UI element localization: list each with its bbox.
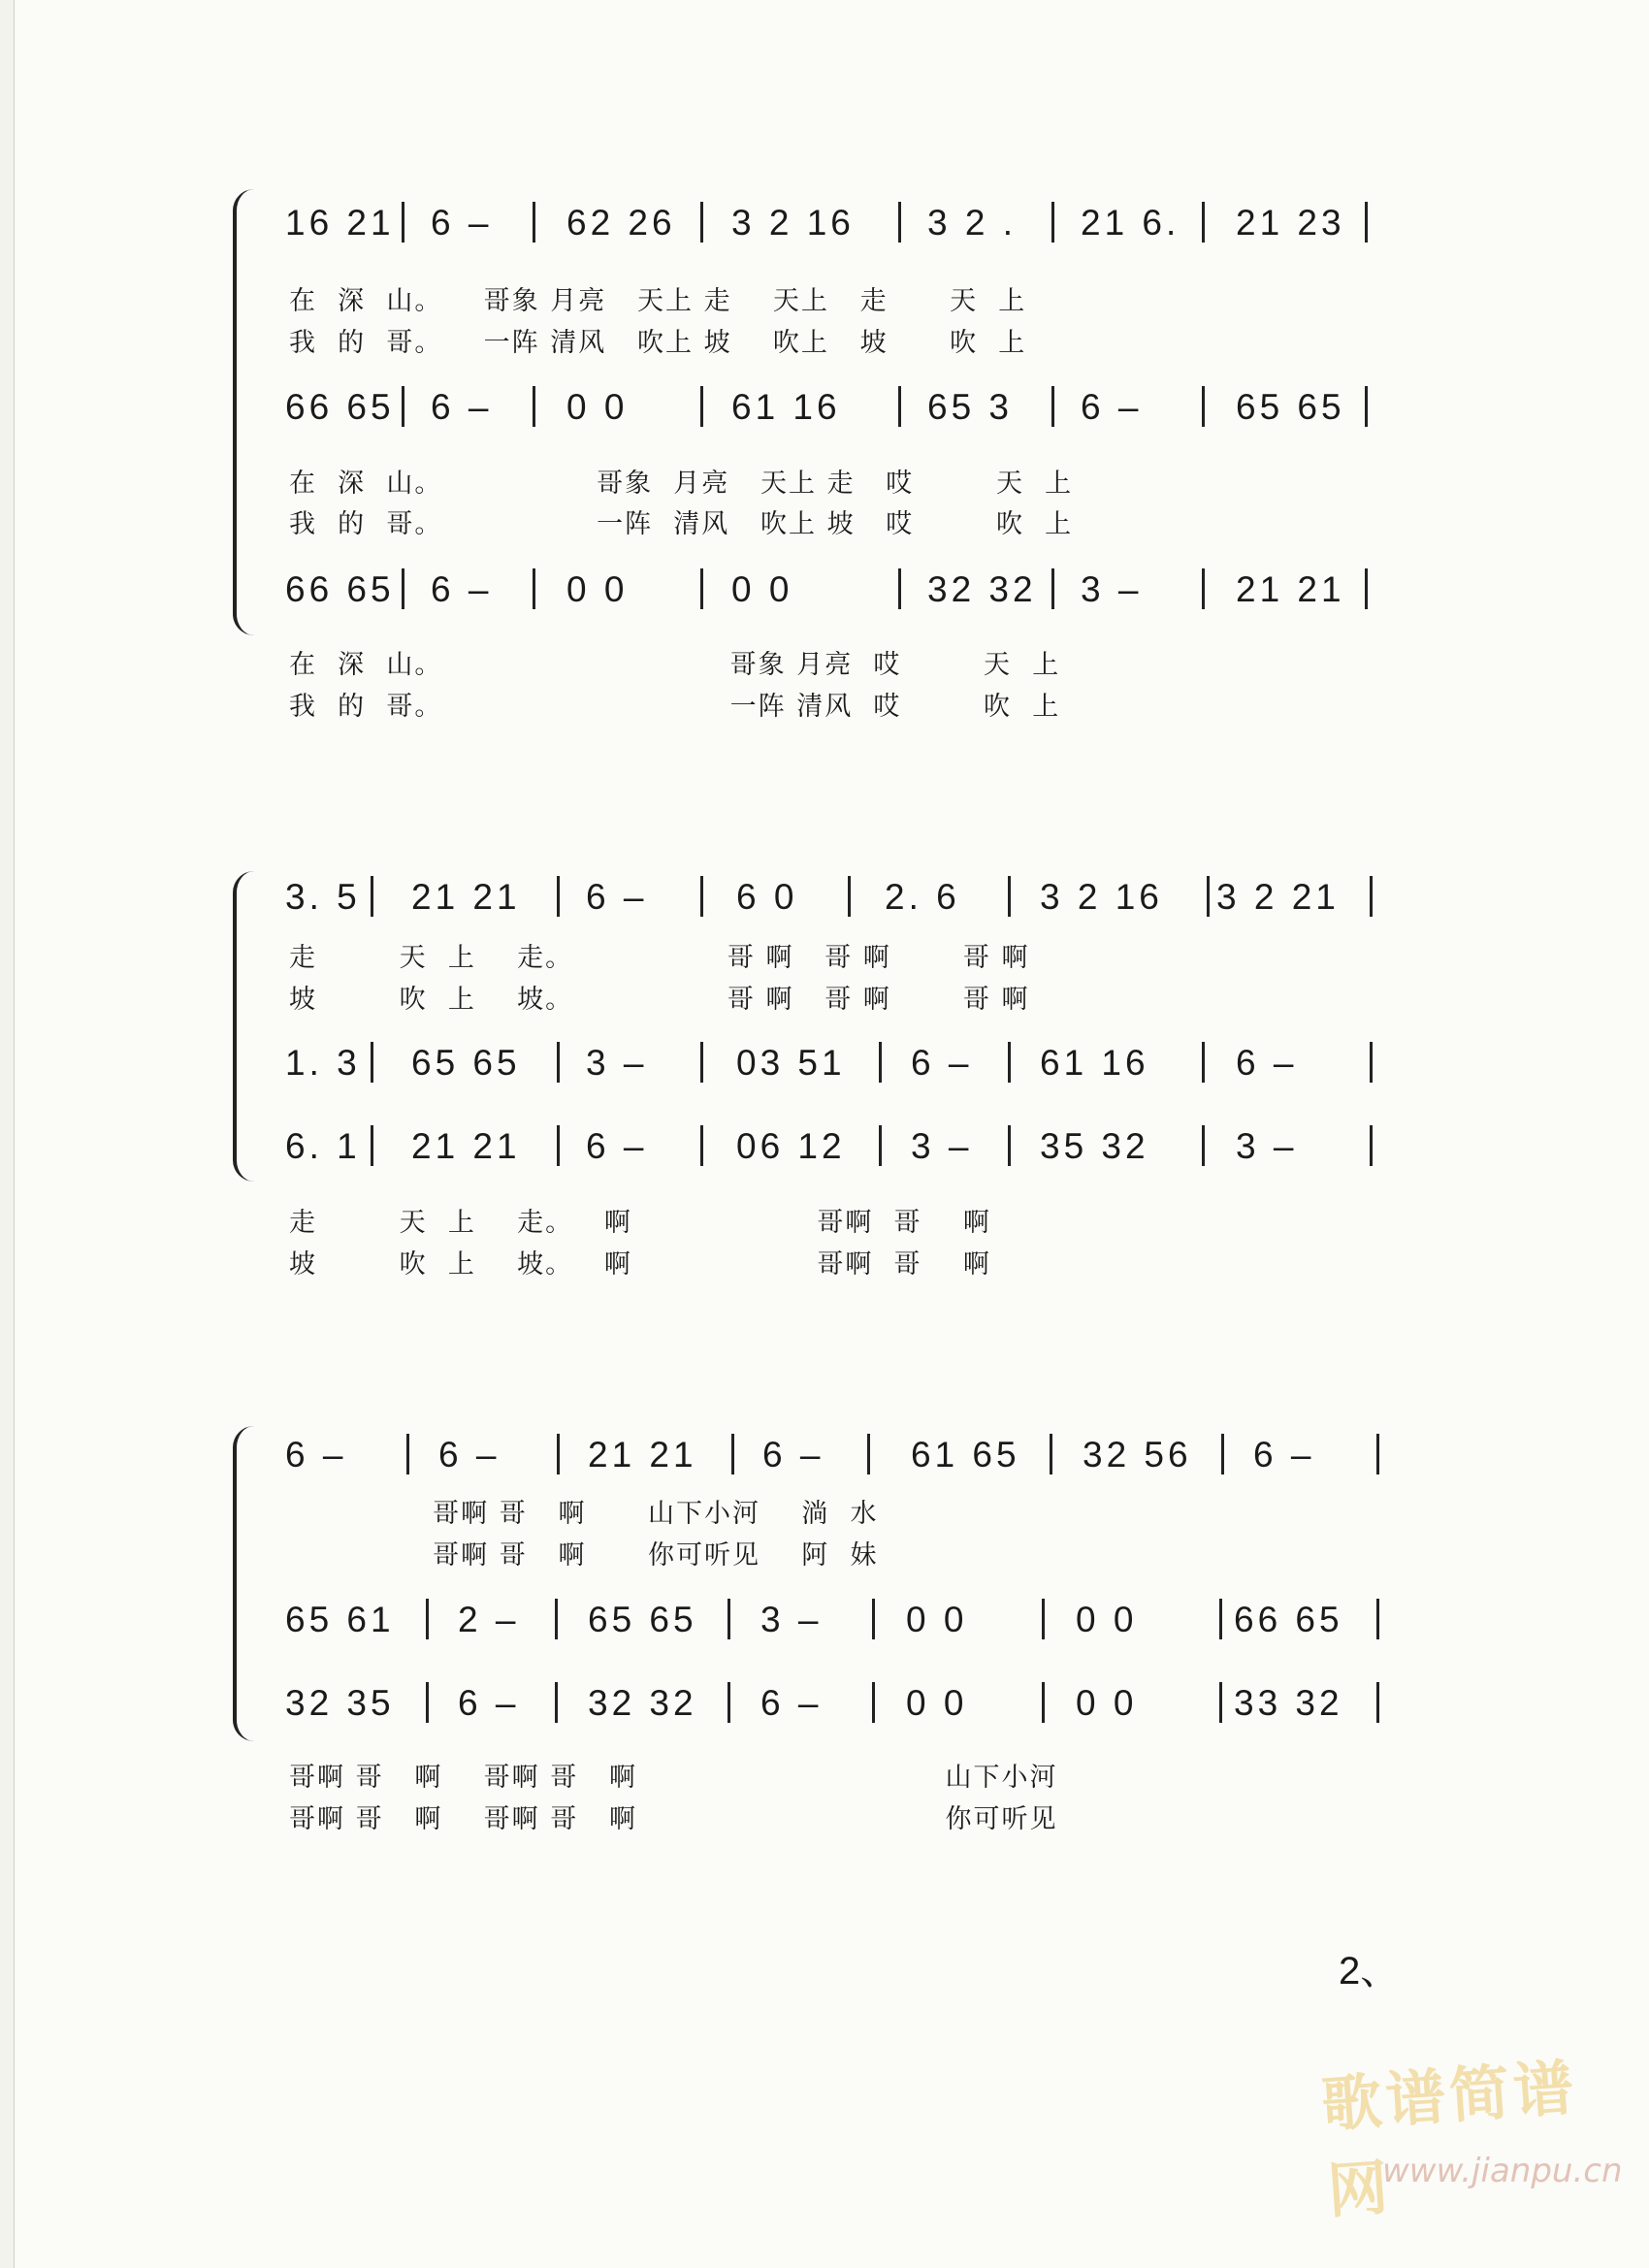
barline [1365, 386, 1368, 427]
barline [1365, 202, 1368, 243]
barline [1008, 1042, 1011, 1083]
measure: 2 – [458, 1600, 520, 1639]
measure: 6 – [586, 1126, 648, 1166]
lyric-line: 我 的 哥。 一阵 清风 哎 吹 上 [289, 692, 1061, 722]
measure: 1. 3 [285, 1043, 361, 1083]
measure: 65 61 [285, 1600, 395, 1639]
page-left-edge [0, 0, 15, 2268]
barline [872, 1682, 875, 1723]
measure: 21 21 [1236, 569, 1345, 609]
measure: 6. 1 [285, 1126, 361, 1166]
measure: 65 65 [1236, 387, 1345, 427]
barline [1042, 1599, 1045, 1639]
measure: 6 – [760, 1683, 823, 1723]
barline [426, 1682, 429, 1723]
measure: 16 21 [285, 203, 395, 243]
barline [402, 202, 404, 243]
barline [1370, 1125, 1373, 1166]
barline [557, 876, 560, 917]
barline [728, 1599, 730, 1639]
barline [700, 386, 703, 427]
barline [1370, 1042, 1373, 1083]
barline [1051, 386, 1054, 427]
lyric-line: 哥啊 哥 啊 哥啊 哥 啊 你可听见 [289, 1804, 1058, 1834]
barline [700, 1042, 703, 1083]
page-number: 2、 [1339, 1950, 1400, 1993]
measure: 32 32 [588, 1683, 697, 1723]
barline [1370, 876, 1373, 917]
lyric-line: 哥啊 哥 啊 哥啊 哥 啊 山下小河 [289, 1763, 1058, 1793]
measure: 03 51 [736, 1043, 846, 1083]
measure: 66 65 [285, 387, 395, 427]
barline [1219, 1599, 1222, 1639]
measure: 32 35 [285, 1683, 395, 1723]
barline [557, 1125, 560, 1166]
lyric-line: 我 的 哥。 一阵 清风 吹上 坡 吹上 坡 吹 上 [289, 328, 1027, 358]
barline [879, 1125, 882, 1166]
measure: 32 56 [1083, 1435, 1192, 1474]
barline [1202, 1042, 1205, 1083]
measure: 6 – [458, 1683, 520, 1723]
barline [406, 1434, 409, 1474]
measure: 6 0 [736, 877, 798, 917]
barline [898, 386, 901, 427]
measure: 61 65 [911, 1435, 1020, 1474]
barline [1207, 876, 1210, 917]
barline [1008, 1125, 1011, 1166]
measure: 21 23 [1236, 203, 1345, 243]
barline [1202, 568, 1205, 609]
measure: 3 – [760, 1600, 823, 1639]
measure: 3 2 16 [1040, 877, 1163, 917]
measure: 6 – [431, 569, 493, 609]
measure: 21 21 [411, 877, 521, 917]
lyric-line: 哥啊 哥 啊 你可听见 阿 妹 [289, 1540, 879, 1571]
barline [879, 1042, 882, 1083]
barline [402, 568, 404, 609]
measure: 61 16 [731, 387, 841, 427]
barline [867, 1434, 870, 1474]
measure: 3 2 21 [1216, 877, 1340, 917]
measure: 65 65 [588, 1600, 697, 1639]
measure: 6 – [431, 203, 493, 243]
barline [872, 1599, 875, 1639]
barline [1042, 1682, 1045, 1723]
lyric-line: 走 天 上 走。 啊 哥啊 哥 啊 [289, 1208, 991, 1238]
measure: 3 2 16 [731, 203, 855, 243]
barline [700, 1125, 703, 1166]
barline [1202, 1125, 1205, 1166]
system-brace [233, 1426, 260, 1741]
watermark-title: 歌谱简谱网 [1319, 2052, 1580, 2227]
measure: 62 26 [566, 203, 676, 243]
barline [1051, 202, 1054, 243]
barline [1202, 386, 1205, 427]
barline [533, 386, 535, 427]
barline [557, 1042, 560, 1083]
measure: 6 – [1236, 1043, 1298, 1083]
measure: 0 0 [566, 569, 629, 609]
measure: 65 65 [411, 1043, 521, 1083]
lyric-line: 在 深 山。 哥象 月亮 哎 天 上 [289, 650, 1061, 680]
barline [557, 1434, 560, 1474]
barline [1008, 876, 1011, 917]
lyric-line: 在 深 山。 哥象 月亮 天上 走 天上 走 天 上 [289, 286, 1027, 316]
measure: 65 3 [927, 387, 1014, 427]
barline [700, 876, 703, 917]
measure: 3. 5 [285, 877, 361, 917]
barline [555, 1599, 558, 1639]
measure: 6 – [1081, 387, 1143, 427]
site-watermark [1319, 2047, 1623, 2227]
measure: 66 65 [1234, 1600, 1343, 1639]
measure: 6 – [438, 1435, 501, 1474]
barline [371, 876, 373, 917]
barline [898, 202, 901, 243]
measure: 0 0 [1076, 1683, 1138, 1723]
barline [1221, 1434, 1224, 1474]
measure: 61 16 [1040, 1043, 1149, 1083]
lyric-line: 坡 吹 上 坡。 哥 啊 哥 啊 哥 啊 [289, 985, 1030, 1015]
measure: 2. 6 [885, 877, 960, 917]
measure: 21 21 [588, 1435, 697, 1474]
measure: 3 – [586, 1043, 648, 1083]
barline [371, 1042, 373, 1083]
system-brace [233, 871, 260, 1182]
measure: 32 32 [927, 569, 1037, 609]
barline [1376, 1434, 1379, 1474]
barline [898, 568, 901, 609]
barline [1219, 1682, 1222, 1723]
system-brace [233, 189, 260, 635]
measure: 6 – [911, 1043, 973, 1083]
measure: 0 0 [906, 1683, 968, 1723]
barline [555, 1682, 558, 1723]
measure: 66 65 [285, 569, 395, 609]
barline [1365, 568, 1368, 609]
measure: 6 – [762, 1435, 824, 1474]
measure: 21 6. [1081, 203, 1180, 243]
barline [1376, 1599, 1379, 1639]
lyric-line: 坡 吹 上 坡。 啊 哥啊 哥 啊 [289, 1249, 991, 1280]
barline [533, 202, 535, 243]
measure: 06 12 [736, 1126, 846, 1166]
barline [1050, 1434, 1052, 1474]
measure: 35 32 [1040, 1126, 1149, 1166]
measure: 6 – [586, 877, 648, 917]
barline [731, 1434, 734, 1474]
measure: 6 – [285, 1435, 347, 1474]
measure: 0 0 [566, 387, 629, 427]
lyric-line: 我 的 哥。 一阵 清风 吹上 坡 哎 吹 上 [289, 509, 1074, 539]
lyric-line: 走 天 上 走。 哥 啊 哥 啊 哥 啊 [289, 943, 1030, 973]
barline [533, 568, 535, 609]
measure: 3 2 . [927, 203, 1017, 243]
barline [700, 202, 703, 243]
watermark-url: www.jianpu.cn [1382, 2152, 1623, 2190]
measure: 0 0 [906, 1600, 968, 1639]
barline [402, 386, 404, 427]
barline [848, 876, 851, 917]
barline [371, 1125, 373, 1166]
measure: 0 0 [1076, 1600, 1138, 1639]
measure: 3 – [1236, 1126, 1298, 1166]
barline [728, 1682, 730, 1723]
lyric-line: 哥啊 哥 啊 山下小河 淌 水 [289, 1499, 879, 1529]
measure: 21 21 [411, 1126, 521, 1166]
barline [700, 568, 703, 609]
measure: 3 – [911, 1126, 973, 1166]
barline [1376, 1682, 1379, 1723]
lyric-line: 在 深 山。 哥象 月亮 天上 走 哎 天 上 [289, 469, 1074, 499]
barline [1202, 202, 1205, 243]
measure: 6 – [1253, 1435, 1315, 1474]
measure: 3 – [1081, 569, 1143, 609]
measure: 6 – [431, 387, 493, 427]
measure: 33 32 [1234, 1683, 1343, 1723]
barline [1051, 568, 1054, 609]
measure: 0 0 [731, 569, 793, 609]
barline [426, 1599, 429, 1639]
